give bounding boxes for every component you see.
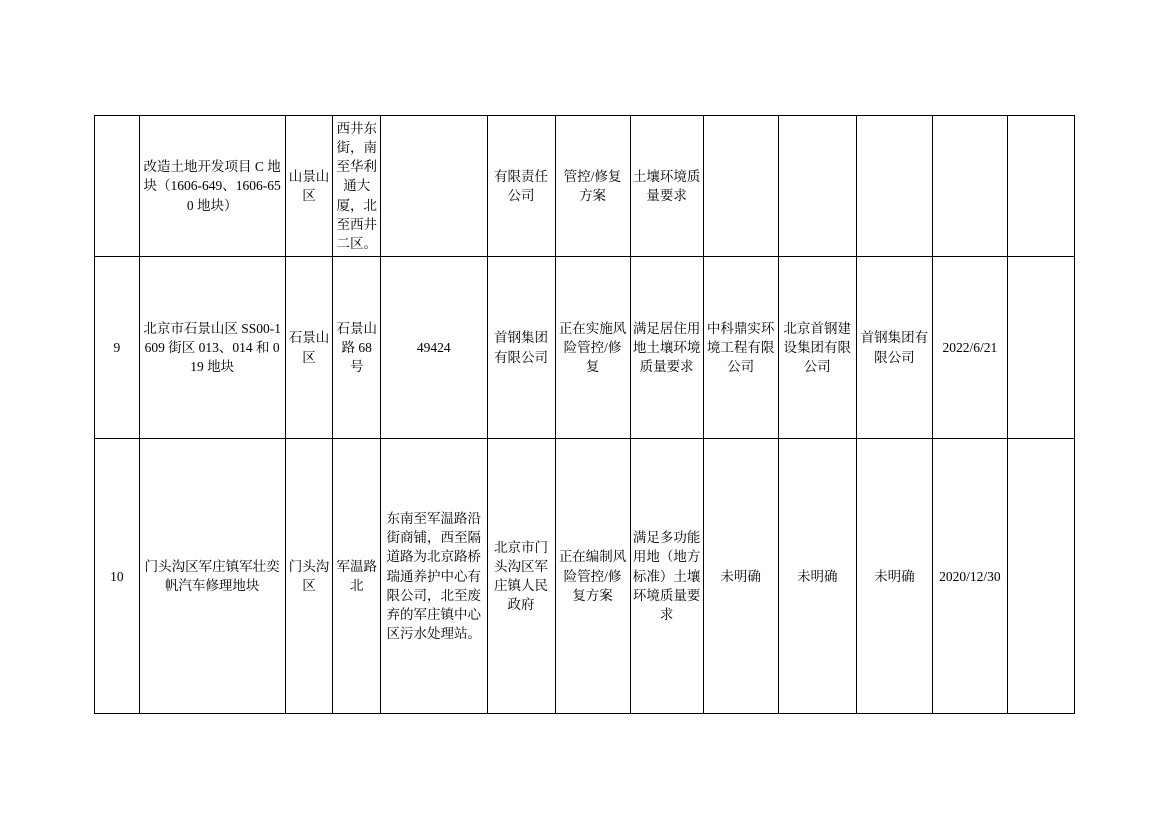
cell-target: 中科鼎实环境工程有限公司 (703, 257, 778, 439)
cell-status: 满足居住用地土壤环境质量要求 (630, 257, 703, 439)
cell-target: 未明确 (703, 439, 778, 714)
cell-implementer: 未明确 (778, 439, 856, 714)
cell-owner: 管控/修复方案 (555, 116, 630, 257)
cell-supervisor: 首钢集团有限公司 (856, 257, 932, 439)
cell-implementer (778, 116, 856, 257)
cell-plot-name: 改造土地开发项目 C 地块（1606-649、1606-650 地块） (139, 116, 285, 257)
cell-area: 北京市门头沟区军庄镇人民政府 (487, 439, 555, 714)
cell-boundary: 东南至军温路沿街商铺，西至隔道路为北京路桥瑞通养护中心有限公司，北至废弃的军庄镇中心区污水处理站。 (381, 439, 488, 714)
soil-remediation-table (94, 115, 1075, 714)
cell-responsible: 2022/6/21 (932, 257, 1007, 439)
cell-index (95, 116, 140, 257)
cell-district: 门头沟区 (285, 439, 333, 714)
cell-boundary (381, 116, 488, 257)
cell-supervisor (856, 116, 932, 257)
cell-status: 满足多功能用地（地方标准）土壤环境质量要求 (630, 439, 703, 714)
cell-supervisor: 未明确 (856, 439, 932, 714)
cell-index: 9 (95, 257, 140, 439)
cell-plot-name: 北京市石景山区 SS00-1609 街区 013、014 和 019 地块 (139, 257, 285, 439)
cell-address: 军温路北 (333, 439, 381, 714)
cell-address: 石景山路 68 号 (333, 257, 381, 439)
cell-status: 土壤环境质量要求 (630, 116, 703, 257)
table-row (95, 439, 1075, 714)
cell-district: 山景山区 (285, 116, 333, 257)
cell-owner: 正在实施风险管控/修复 (555, 257, 630, 439)
cell-district: 石景山区 (285, 257, 333, 439)
cell-responsible (932, 116, 1007, 257)
cell-area: 首钢集团有限公司 (487, 257, 555, 439)
cell-boundary: 49424 (381, 257, 488, 439)
cell-target (703, 116, 778, 257)
cell-responsible: 2020/12/30 (932, 439, 1007, 714)
cell-address: 西井东街，南至华利通大厦，北至西井二区。 (333, 116, 381, 257)
cell-date (1007, 439, 1074, 714)
cell-date (1007, 257, 1074, 439)
cell-index: 10 (95, 439, 140, 714)
cell-owner: 正在编制风险管控/修复方案 (555, 439, 630, 714)
cell-date (1007, 116, 1074, 257)
table-row (95, 116, 1075, 257)
cell-implementer: 北京首钢建设集团有限公司 (778, 257, 856, 439)
cell-plot-name: 门头沟区军庄镇军壮奕帆汽车修理地块 (139, 439, 285, 714)
cell-area: 有限责任公司 (487, 116, 555, 257)
table-row (95, 257, 1075, 439)
